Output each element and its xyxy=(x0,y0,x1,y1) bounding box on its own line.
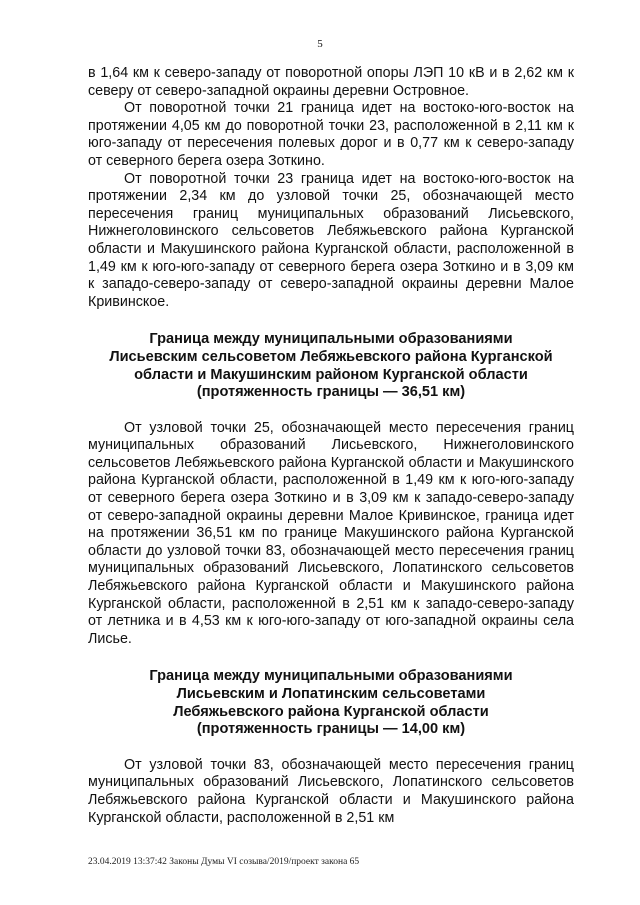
paragraph: От поворотной точки 23 граница идет на востоко-юго-восток на протяжении 2,34 км до узловой точки 25, обозначающей место пересечения границ муниципальных образований Лисьевского, Нижнеголовинского сельсоветов Лебяжьевского района Курганской области и Макушинского района Курганской области, расположенной в 1,49 км к юго-юго-западу от северного берега озера Зоткино и в 3,09 км к западо-северо-западу от северо-западной окраины деревни Малое Кривинское. xyxy=(88,170,574,310)
heading-line: Граница между муниципальными образованиями xyxy=(149,331,513,348)
document-footer: 23.04.2019 13:37:42 Законы Думы VI созыва/2019/проект закона 65 xyxy=(88,857,360,867)
page-number: 5 xyxy=(317,38,323,50)
heading-line: Лебяжьевского района Курганской области xyxy=(173,703,489,720)
paragraph: От узловой точки 83, обозначающей место пересечения границ муниципальных образований Лисьевского, Лопатинского сельсоветов Лебяжьевского района Курганской области и Макушинского района Курганской области, расположенной в 2,51 км xyxy=(88,756,574,826)
heading-line: Лисьевским и Лопатинским сельсоветами xyxy=(176,686,486,702)
heading-line: области и Макушинским районом Курганской области xyxy=(134,366,528,383)
heading-line: Лисьевским сельсоветом Лебяжьевского района Курганской xyxy=(109,348,553,365)
document-body xyxy=(88,65,574,827)
section-heading xyxy=(88,331,574,401)
paragraph: От поворотной точки 21 граница идет на востоко-юго-восток на протяжении 4,05 км до поворотной точки 23, расположенной в 2,11 км к юго-западу от пересечения полевых дорог и в 0,77 км к северо-западу от северного берега озера Зоткино. xyxy=(88,100,574,169)
paragraph-continuation: в 1,64 км к северо-западу от поворотной опоры ЛЭП 10 кВ и в 2,62 км к северу от северо-западной окраины деревни Островное. xyxy=(88,65,574,99)
paragraph: От узловой точки 25, обозначающей место пересечения границ муниципальных образований Лисьевского, Нижнеголовинского сельсоветов Лебяжьевского района Курганской области и Макушинского района Курганской области, расположенной в 1,49 км к юго-юго-западу от северного берега озера Зоткино и в 3,09 км к западо-северо-западу от северо-западной окраины деревни Малое Кривинское, граница идет на протяжении 36,51 км по границе Макушинского района Курганской области до узловой точки 83, обозначающей место пересечения границ муниципальных образований Лисьевского, Лопатинского сельсоветов Лебяжьевского района Курганской области и Макушинского района Курганской области, расположенной в 2,51 км к западо-северо-западу от летника и в 4,53 км к юго-юго-западу от юго-западной окраины села Лисье. xyxy=(88,419,574,647)
section-heading xyxy=(88,668,574,738)
heading-line: (протяженность границы — 14,00 км) xyxy=(196,721,466,738)
heading-line: Граница между муниципальными образованиями xyxy=(149,668,513,685)
heading-line: (протяженность границы — 36,51 км) xyxy=(196,384,466,401)
